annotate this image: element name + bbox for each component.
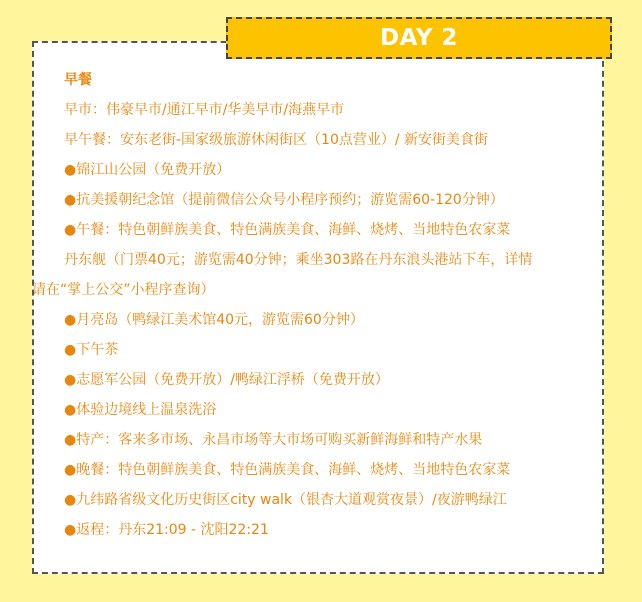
section-heading-breakfast: 早餐 [64, 72, 92, 88]
itinerary-line: 丹东舰（门票40元；游览需40分钟；乘坐303路在丹东浪头港站下车，详情 [64, 252, 533, 268]
itinerary-line: ●抗美援朝纪念馆（提前微信公众号小程序预约；游览需60-120分钟） [64, 192, 504, 208]
itinerary-line: ●月亮岛（鸭绿江美术馆40元，游览需60分钟） [64, 312, 364, 328]
itinerary-line: ●下午茶 [64, 342, 119, 358]
itinerary-line: ●午餐：特色朝鲜族美食、特色满族美食、海鲜、烧烤、当地特色农家菜 [64, 222, 511, 238]
itinerary-line-continuation: 请在“掌上公交”小程序查询） [32, 282, 215, 298]
itinerary-line: ●晚餐：特色朝鲜族美食、特色满族美食、海鲜、烧烤、当地特色农家菜 [64, 462, 511, 478]
itinerary-line: ●返程：丹东21:09 - 沈阳22:21 [64, 522, 269, 538]
itinerary-line: 早午餐：安东老街-国家级旅游休闲街区（10点营业）/ 新安街美食街 [64, 132, 489, 148]
itinerary-line: ●特产：客来多市场、永昌市场等大市场可购买新鲜海鲜和特产水果 [64, 432, 483, 448]
itinerary-line: 早市：伟豪早市/通江早市/华美早市/海燕早市 [64, 102, 345, 118]
itinerary-line: ●志愿军公园（免费开放）/鸭绿江浮桥（免费开放） [64, 372, 389, 388]
day-title: DAY 2 [380, 25, 458, 51]
itinerary-content [32, 65, 610, 545]
itinerary-line: ●锦江山公园（免费开放） [64, 162, 231, 178]
day-badge [226, 17, 612, 59]
itinerary-line: ●九纬路省级文化历史街区city walk（银杏大道观赏夜景）/夜游鸭绿江 [64, 492, 507, 508]
itinerary-line: ●体验边境线上温泉洗浴 [64, 402, 217, 418]
